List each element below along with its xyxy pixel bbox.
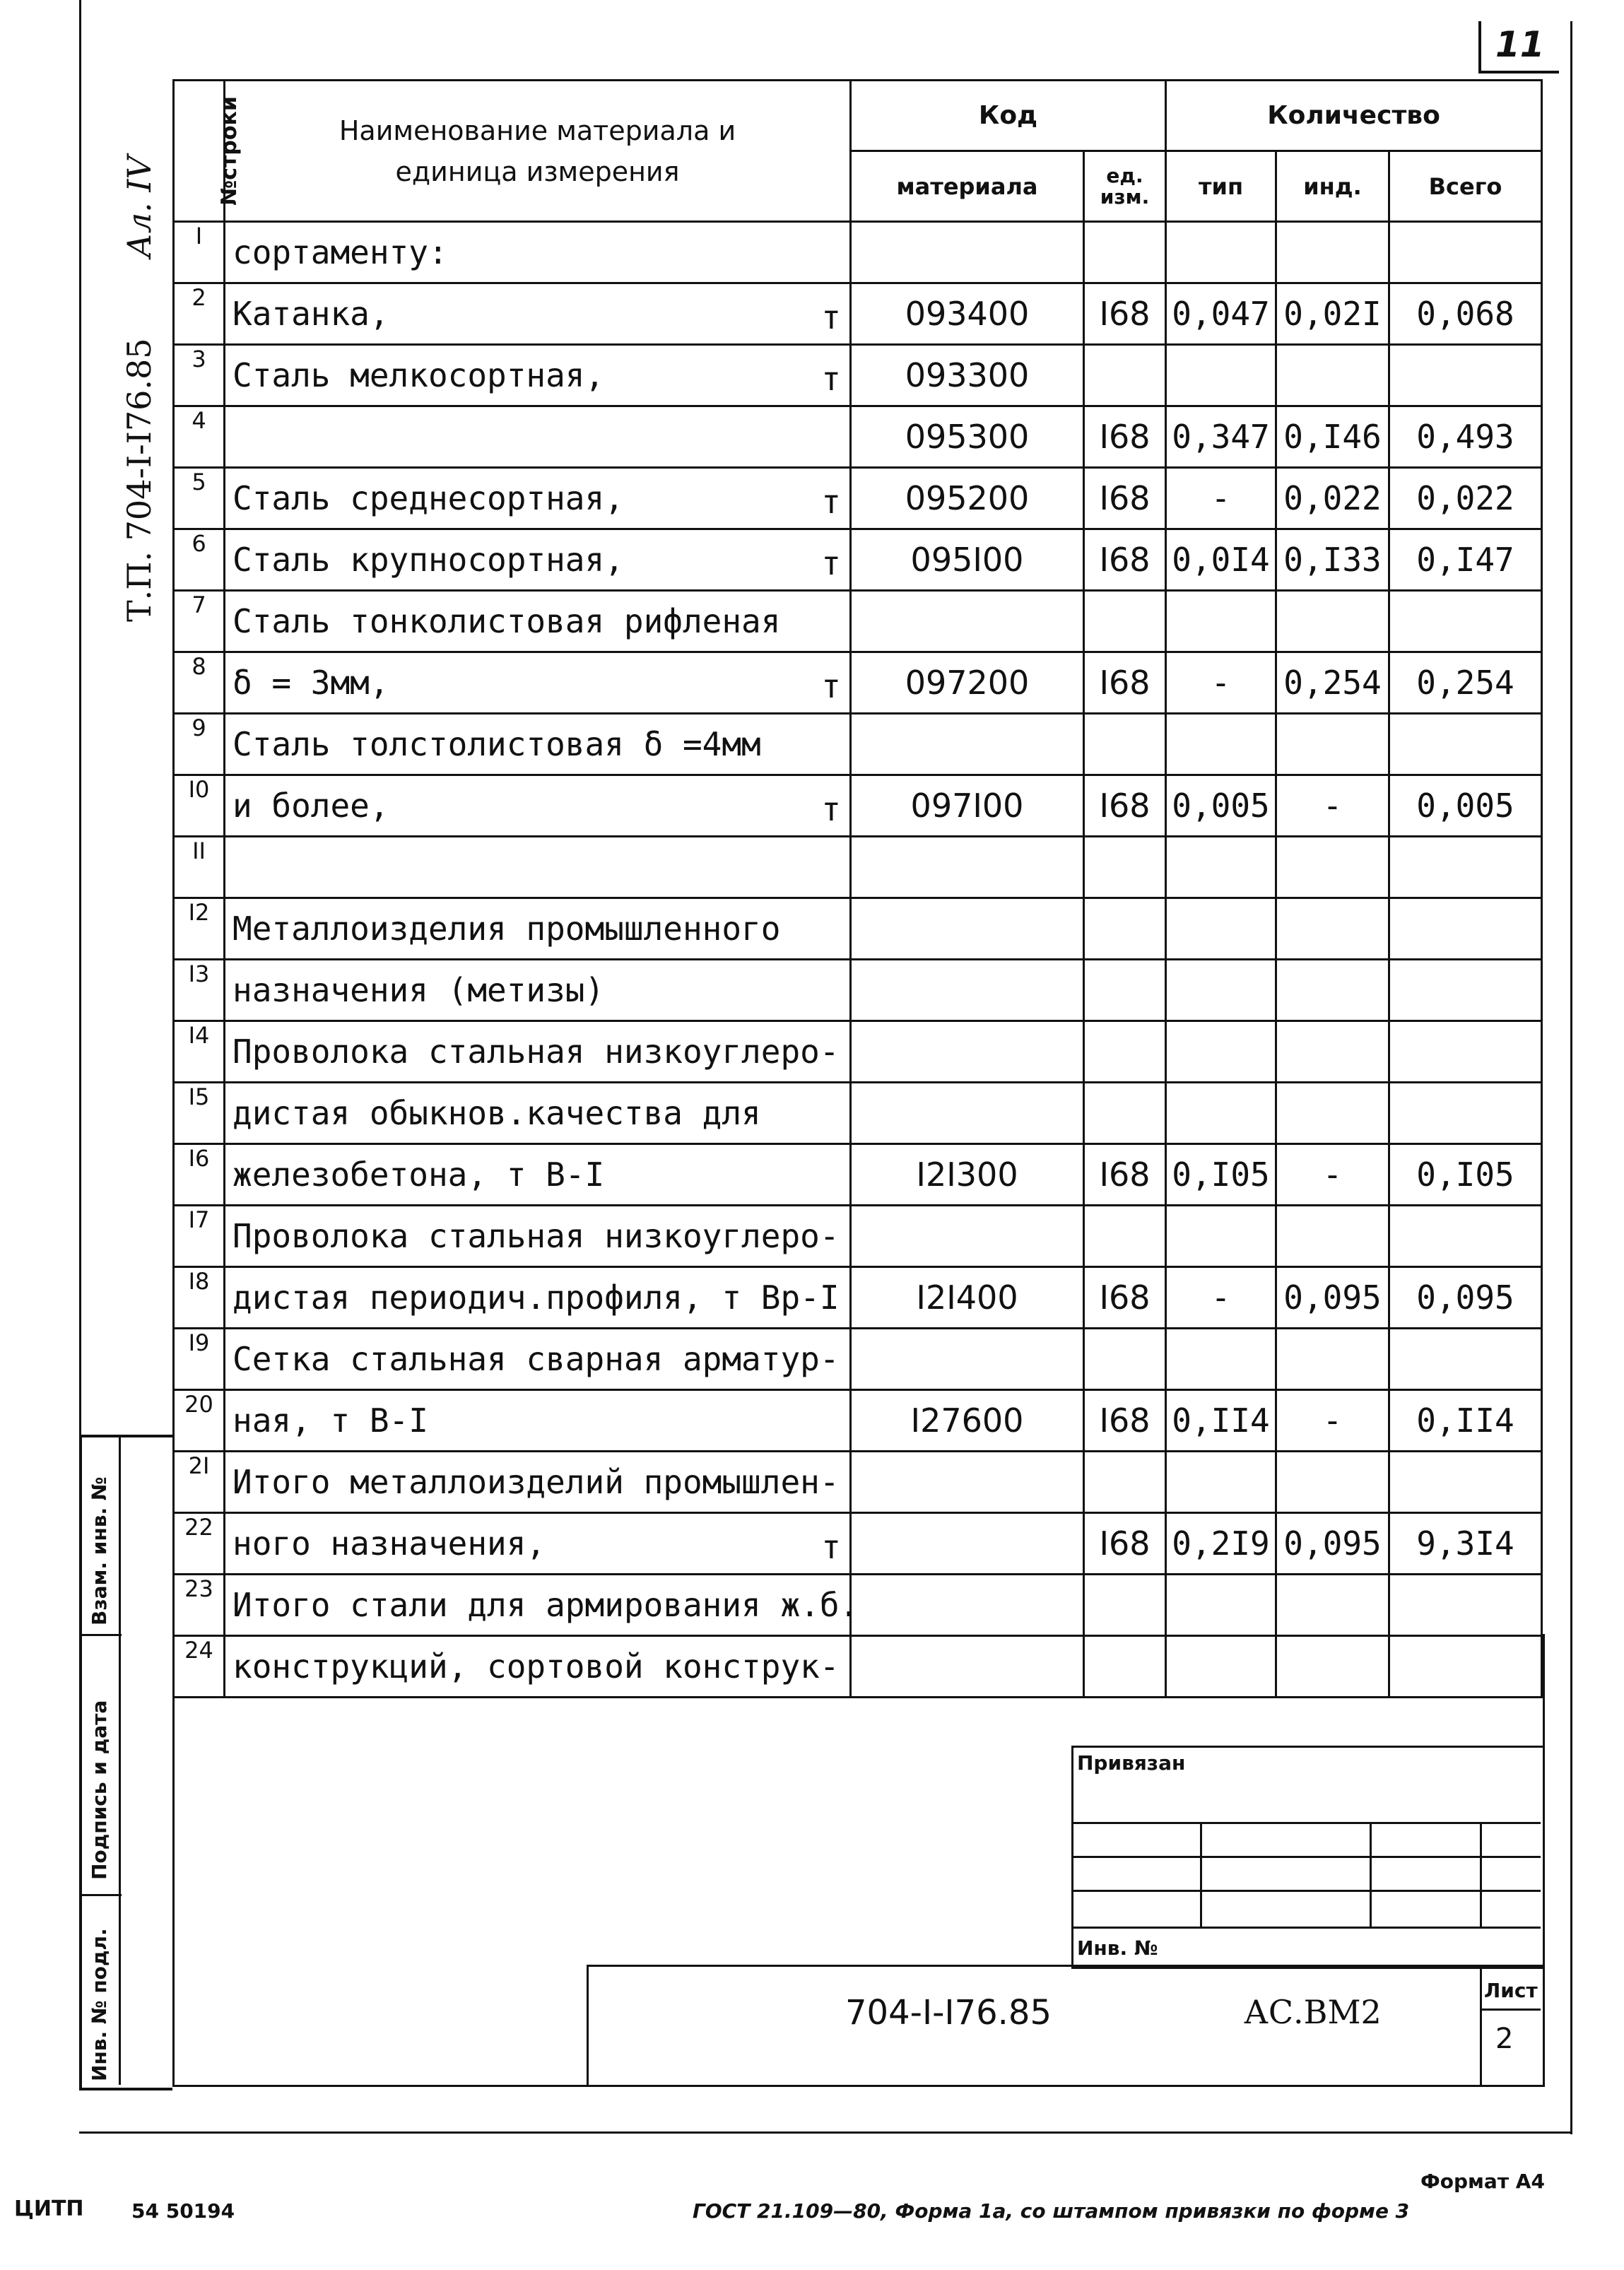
material-code: I27600 xyxy=(851,1390,1084,1452)
side-code: Т.П. 704-I-I76.85 xyxy=(120,338,158,622)
material-code xyxy=(851,1329,1084,1390)
material-name xyxy=(225,1206,851,1267)
material-name-text: Сталь крупносортная, xyxy=(233,541,624,579)
qty-total: 0,254 xyxy=(1389,652,1542,714)
material-unit: т xyxy=(821,1528,841,1566)
unit-code: I68 xyxy=(1084,1144,1166,1206)
material-name xyxy=(225,1083,851,1144)
material-code xyxy=(851,222,1084,283)
org-label: ЦИТП xyxy=(14,2197,84,2221)
material-name xyxy=(225,1144,851,1206)
qty-total xyxy=(1389,1021,1542,1083)
privyazan-line-1 xyxy=(1071,1822,1541,1824)
privyazan-col-2 xyxy=(1370,1822,1372,1927)
row-number: 2 xyxy=(174,283,225,345)
qty-typ xyxy=(1166,1083,1276,1144)
qty-ind: 0,I46 xyxy=(1276,406,1389,468)
qty-total: 0,II4 xyxy=(1389,1390,1542,1452)
qty-ind xyxy=(1276,714,1389,775)
row-number: 7 xyxy=(174,591,225,652)
material-name xyxy=(225,345,851,406)
qty-total xyxy=(1389,1206,1542,1267)
qty-typ xyxy=(1166,837,1276,898)
privyazan-label: Привязан xyxy=(1077,1751,1186,1775)
qty-ind: 0,254 xyxy=(1276,652,1389,714)
table-row xyxy=(174,1452,1542,1513)
table-row xyxy=(174,406,1542,468)
qty-ind xyxy=(1276,1083,1389,1144)
row-number: I5 xyxy=(174,1083,225,1144)
material-name-text: сортаменту: xyxy=(233,233,448,271)
material-name xyxy=(225,1267,851,1329)
doc-mark: АС.ВМ2 xyxy=(1244,1993,1382,2031)
qty-total xyxy=(1389,1452,1542,1513)
header-total: Всего xyxy=(1389,151,1542,222)
material-name-text: Итого металлоизделий промышлен- xyxy=(233,1463,840,1501)
qty-ind: 0,I33 xyxy=(1276,529,1389,591)
row-number: 9 xyxy=(174,714,225,775)
qty-typ xyxy=(1166,591,1276,652)
qty-total: 0,I47 xyxy=(1389,529,1542,591)
table-row xyxy=(174,468,1542,529)
left-strip-line-2 xyxy=(79,1894,122,1896)
qty-typ: 0,2I9 xyxy=(1166,1513,1276,1575)
qty-typ xyxy=(1166,1329,1276,1390)
row-number: 24 xyxy=(174,1636,225,1698)
inv-no-label: Инв. № xyxy=(1077,1936,1158,1960)
qty-typ: 0,005 xyxy=(1166,775,1276,837)
material-name-text: и более, xyxy=(233,787,389,825)
header-name: Наименование материала и единица измерения xyxy=(225,81,851,222)
unit-code: I68 xyxy=(1084,468,1166,529)
qty-total xyxy=(1389,1575,1542,1636)
qty-typ xyxy=(1166,714,1276,775)
row-number: 20 xyxy=(174,1390,225,1452)
material-name xyxy=(225,222,851,283)
qty-ind: - xyxy=(1276,775,1389,837)
material-name-text: Итого стали для армирования ж.б. xyxy=(233,1586,859,1624)
material-name xyxy=(225,775,851,837)
privyazan-line-2 xyxy=(1071,1856,1541,1858)
unit-code: I68 xyxy=(1084,1513,1166,1575)
qty-typ: - xyxy=(1166,468,1276,529)
row-number: 4 xyxy=(174,406,225,468)
qty-ind xyxy=(1276,960,1389,1021)
qty-total: 0,095 xyxy=(1389,1267,1542,1329)
table-row xyxy=(174,652,1542,714)
qty-typ xyxy=(1166,898,1276,960)
qty-total: 0,I05 xyxy=(1389,1144,1542,1206)
header-code-group: Код xyxy=(851,81,1166,151)
table-row xyxy=(174,1083,1542,1144)
qty-ind xyxy=(1276,837,1389,898)
row-number: I4 xyxy=(174,1021,225,1083)
unit-code: I68 xyxy=(1084,1390,1166,1452)
qty-ind: 0,095 xyxy=(1276,1267,1389,1329)
material-code: 095200 xyxy=(851,468,1084,529)
table-row xyxy=(174,222,1542,283)
row-number: I6 xyxy=(174,1144,225,1206)
table-row xyxy=(174,898,1542,960)
material-name-text: ного назначения, xyxy=(233,1524,546,1563)
qty-total xyxy=(1389,898,1542,960)
qty-total xyxy=(1389,960,1542,1021)
material-code xyxy=(851,1083,1084,1144)
row-number: I0 xyxy=(174,775,225,837)
qty-typ: - xyxy=(1166,652,1276,714)
unit-code xyxy=(1084,1083,1166,1144)
material-code xyxy=(851,837,1084,898)
material-unit: т xyxy=(821,667,841,705)
table-row xyxy=(174,345,1542,406)
qty-ind xyxy=(1276,898,1389,960)
material-unit: т xyxy=(821,483,841,521)
frame-right xyxy=(1570,21,1572,2134)
material-name xyxy=(225,406,851,468)
row-number: I2 xyxy=(174,898,225,960)
material-code xyxy=(851,1021,1084,1083)
table-row xyxy=(174,837,1542,898)
material-code xyxy=(851,1206,1084,1267)
material-code: 097I00 xyxy=(851,775,1084,837)
material-name xyxy=(225,283,851,345)
table-row xyxy=(174,714,1542,775)
qty-total xyxy=(1389,1329,1542,1390)
spec-table xyxy=(172,79,1543,1698)
table-row xyxy=(174,1206,1542,1267)
material-name-text: δ = 3мм, xyxy=(233,664,389,702)
unit-code: I68 xyxy=(1084,652,1166,714)
qty-typ xyxy=(1166,1021,1276,1083)
table-row xyxy=(174,1144,1542,1206)
title-block xyxy=(587,1965,1543,2087)
material-code: 095I00 xyxy=(851,529,1084,591)
qty-ind xyxy=(1276,222,1389,283)
table-row xyxy=(174,591,1542,652)
row-number: 23 xyxy=(174,1575,225,1636)
material-code xyxy=(851,1575,1084,1636)
material-name xyxy=(225,1329,851,1390)
header-ind: инд. xyxy=(1276,151,1389,222)
material-code xyxy=(851,591,1084,652)
podpis-label: Подпись и дата xyxy=(88,1700,111,1880)
material-name xyxy=(225,468,851,529)
qty-typ: 0,0I4 xyxy=(1166,529,1276,591)
qty-typ xyxy=(1166,222,1276,283)
material-name xyxy=(225,1575,859,1636)
material-code: 097200 xyxy=(851,652,1084,714)
material-name-text: дистая периодич.профиля, т Вр-I xyxy=(233,1278,840,1317)
material-code: I2I300 xyxy=(851,1144,1084,1206)
unit-code: I68 xyxy=(1084,775,1166,837)
unit-code xyxy=(1084,898,1166,960)
material-name xyxy=(225,652,851,714)
material-name xyxy=(225,1513,851,1575)
unit-code: I68 xyxy=(1084,283,1166,345)
sheet-number: 2 xyxy=(1495,2023,1514,2055)
left-strip-divider xyxy=(119,1435,121,2085)
qty-typ: 0,347 xyxy=(1166,406,1276,468)
frame-bottom xyxy=(79,2131,1572,2134)
qty-typ xyxy=(1166,1575,1276,1636)
table-row xyxy=(174,960,1542,1021)
material-name-text: Сталь среднесортная, xyxy=(233,479,624,517)
unit-code xyxy=(1084,591,1166,652)
material-name-text: Сталь тонколистовая рифленая xyxy=(233,602,781,640)
qty-ind xyxy=(1276,345,1389,406)
header-rownum: №строки xyxy=(174,81,225,222)
row-number: II xyxy=(174,837,225,898)
qty-typ: - xyxy=(1166,1267,1276,1329)
row-number: 6 xyxy=(174,529,225,591)
qty-typ: 0,047 xyxy=(1166,283,1276,345)
privyazan-line-4 xyxy=(1071,1927,1541,1929)
material-code xyxy=(851,1513,1084,1575)
material-code: 095300 xyxy=(851,406,1084,468)
material-name-text: Металлоизделия промышленного xyxy=(233,910,781,948)
table-row xyxy=(174,1513,1542,1575)
qty-ind xyxy=(1276,1575,1389,1636)
qty-ind: 0,022 xyxy=(1276,468,1389,529)
unit-code xyxy=(1084,1575,1166,1636)
unit-code xyxy=(1084,1021,1166,1083)
qty-total: 0,005 xyxy=(1389,775,1542,837)
header-material: материала xyxy=(851,151,1084,222)
material-unit: т xyxy=(821,790,841,828)
table-row xyxy=(174,775,1542,837)
unit-code xyxy=(1084,345,1166,406)
qty-ind xyxy=(1276,1329,1389,1390)
qty-total xyxy=(1389,345,1542,406)
table-row xyxy=(174,1021,1542,1083)
format-label: Формат А4 xyxy=(1420,2170,1545,2193)
material-name-text: назначения (метизы) xyxy=(233,971,605,1009)
left-strip-line-1 xyxy=(79,1634,122,1636)
privyazan-col-1 xyxy=(1200,1822,1202,1927)
material-code xyxy=(851,898,1084,960)
inv-podl-label: Инв. № подл. xyxy=(88,1928,111,2081)
qty-total xyxy=(1389,1083,1542,1144)
material-code: 093300 xyxy=(851,345,1084,406)
header-unit: ед. изм. xyxy=(1084,151,1166,222)
unit-code xyxy=(1084,1329,1166,1390)
side-album: Ал. IV xyxy=(120,155,158,258)
material-code xyxy=(851,714,1084,775)
qty-total xyxy=(1389,714,1542,775)
header-qty-group: Количество xyxy=(1166,81,1542,151)
row-number: 22 xyxy=(174,1513,225,1575)
material-name-text: Катанка, xyxy=(233,295,389,333)
privyazan-col-3 xyxy=(1480,1822,1482,1927)
material-name-text: Сетка стальная сварная арматур- xyxy=(233,1340,840,1378)
table-row xyxy=(174,283,1542,345)
qty-ind xyxy=(1276,1021,1389,1083)
material-name xyxy=(225,1452,851,1513)
qty-ind xyxy=(1276,1206,1389,1267)
material-name-text: Сталь толстолистовая δ =4мм xyxy=(233,725,761,763)
privyazan-line-3 xyxy=(1071,1890,1541,1892)
qty-total: 0,022 xyxy=(1389,468,1542,529)
material-name xyxy=(225,837,851,898)
row-number: 3 xyxy=(174,345,225,406)
material-code: 093400 xyxy=(851,283,1084,345)
page-number: 11 xyxy=(1495,24,1545,65)
row-number: I7 xyxy=(174,1206,225,1267)
material-name xyxy=(225,1390,851,1452)
table-row xyxy=(174,1575,1542,1636)
qty-total: 0,493 xyxy=(1389,406,1542,468)
qty-ind: 0,095 xyxy=(1276,1513,1389,1575)
table-row xyxy=(174,1329,1542,1390)
unit-code xyxy=(1084,1206,1166,1267)
material-code xyxy=(851,1452,1084,1513)
qty-total xyxy=(1389,222,1542,283)
sheet-label: Лист xyxy=(1484,1979,1538,2002)
qty-typ xyxy=(1166,345,1276,406)
unit-code: I68 xyxy=(1084,529,1166,591)
material-code: I2I400 xyxy=(851,1267,1084,1329)
material-name xyxy=(225,529,851,591)
qty-total: 0,068 xyxy=(1389,283,1542,345)
gost-label: ГОСТ 21.109—80, Форма 1а, со штампом привязки по форме 3 xyxy=(693,2199,1410,2223)
material-name xyxy=(225,714,851,775)
material-code xyxy=(851,960,1084,1021)
row-number: 2I xyxy=(174,1452,225,1513)
unit-code xyxy=(1084,714,1166,775)
row-number: I8 xyxy=(174,1267,225,1329)
unit-code xyxy=(1084,1452,1166,1513)
material-name-text: ная, т В-I xyxy=(233,1401,428,1440)
unit-code: I68 xyxy=(1084,406,1166,468)
qty-ind: - xyxy=(1276,1144,1389,1206)
qty-ind xyxy=(1276,591,1389,652)
page-number-box xyxy=(1478,21,1559,73)
table-row xyxy=(174,1267,1542,1329)
qty-ind xyxy=(1276,1452,1389,1513)
qty-total xyxy=(1389,837,1542,898)
qty-total: 9,3I4 xyxy=(1389,1513,1542,1575)
qty-typ xyxy=(1166,960,1276,1021)
qty-typ: 0,II4 xyxy=(1166,1390,1276,1452)
qty-total xyxy=(1389,591,1542,652)
row-number: I9 xyxy=(174,1329,225,1390)
material-name xyxy=(225,898,851,960)
qty-typ xyxy=(1166,1206,1276,1267)
material-unit: т xyxy=(821,360,841,398)
unit-code: I68 xyxy=(1084,1267,1166,1329)
unit-code xyxy=(1084,837,1166,898)
material-name xyxy=(225,960,851,1021)
material-unit: т xyxy=(821,544,841,582)
material-name-text: Сталь мелкосортная, xyxy=(233,356,605,394)
material-name xyxy=(225,1021,851,1083)
table-row xyxy=(174,1390,1542,1452)
qty-ind: - xyxy=(1276,1390,1389,1452)
row-number: I xyxy=(174,222,225,283)
row-number: 8 xyxy=(174,652,225,714)
order-label: 54 50194 xyxy=(131,2199,235,2223)
qty-ind: 0,02I xyxy=(1276,283,1389,345)
header-typ: тип xyxy=(1166,151,1276,222)
doc-code: 704-I-I76.85 xyxy=(845,1993,1052,2033)
table-row xyxy=(174,529,1542,591)
sheet-label-line xyxy=(1480,2009,1541,2011)
material-unit: т xyxy=(821,298,841,336)
row-number: 5 xyxy=(174,468,225,529)
unit-code xyxy=(1084,960,1166,1021)
vzam-label: Взам. инв. № xyxy=(88,1476,111,1625)
material-name xyxy=(225,591,851,652)
unit-code xyxy=(1084,222,1166,283)
material-name-text: Проволока стальная низкоуглеро- xyxy=(233,1217,840,1255)
material-name-text: железобетона, т В-I xyxy=(233,1155,605,1194)
material-name-text: Проволока стальная низкоуглеро- xyxy=(233,1033,840,1071)
material-name-text: конструкций, сортовой конструк- xyxy=(233,1647,840,1686)
material-name-text: дистая обыкнов.качества для xyxy=(233,1094,761,1132)
sheet-divider xyxy=(1480,1965,1482,2085)
qty-typ: 0,I05 xyxy=(1166,1144,1276,1206)
row-number: I3 xyxy=(174,960,225,1021)
qty-typ xyxy=(1166,1452,1276,1513)
